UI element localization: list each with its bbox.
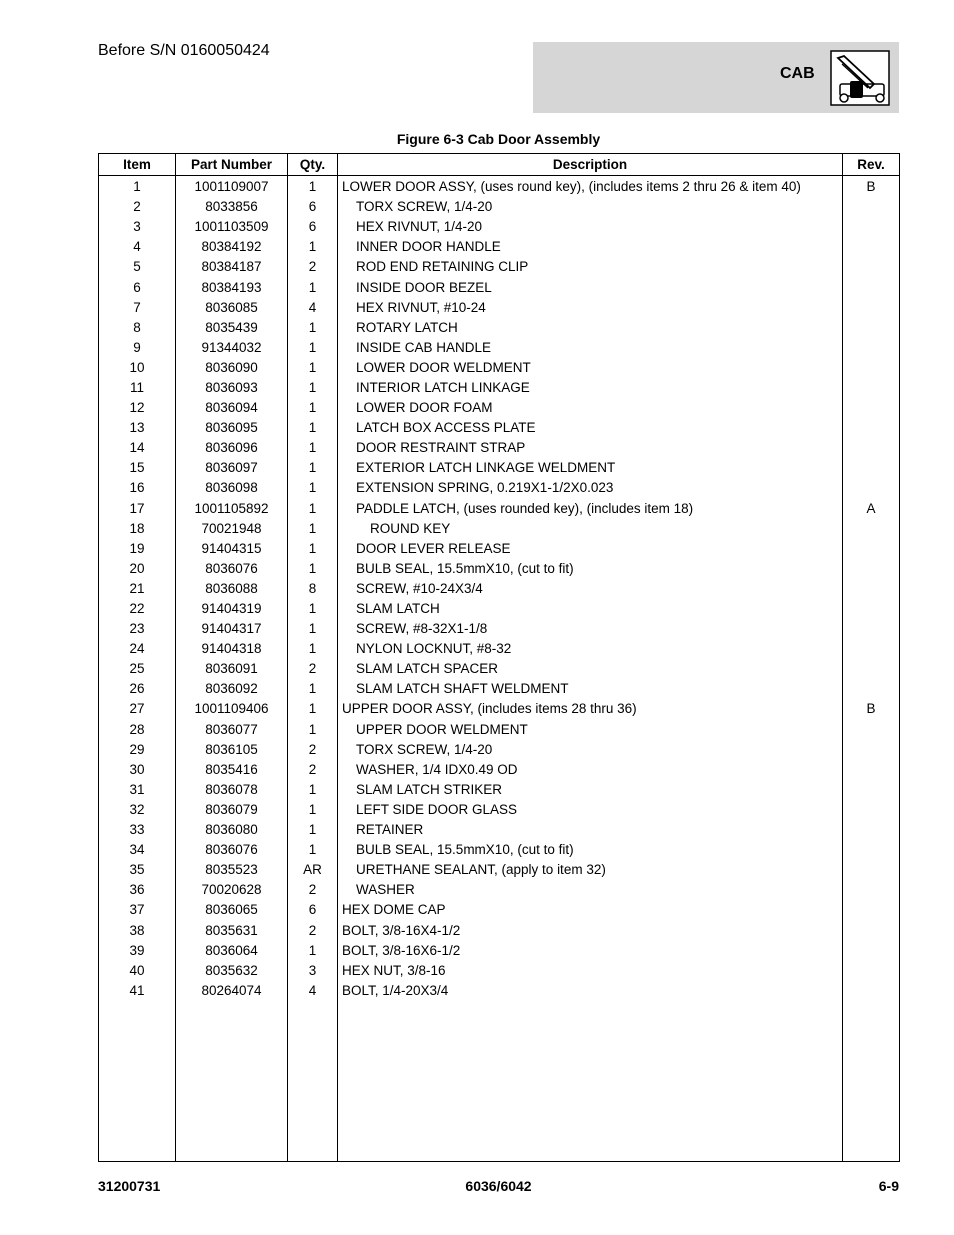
- item-cell: 9: [99, 338, 176, 358]
- part-number-cell: 8035631: [176, 920, 288, 940]
- part-number-cell: 91404319: [176, 599, 288, 619]
- table-row: [99, 257, 900, 277]
- part-number-cell: 8036065: [176, 900, 288, 920]
- table-row: [99, 880, 900, 900]
- col-header-rev: Rev.: [843, 154, 900, 176]
- part-number-cell: 1001105892: [176, 499, 288, 519]
- item-cell: 37: [99, 900, 176, 920]
- qty-cell: 1: [288, 699, 338, 719]
- table-row: [99, 478, 900, 498]
- table-row: [99, 277, 900, 297]
- rev-cell: [843, 579, 900, 599]
- table-row: [99, 318, 900, 338]
- qty-cell: 1: [288, 318, 338, 338]
- item-cell: 20: [99, 559, 176, 579]
- rev-cell: [843, 478, 900, 498]
- qty-cell: 6: [288, 217, 338, 237]
- item-cell: 27: [99, 699, 176, 719]
- rev-cell: [843, 619, 900, 639]
- description-cell: BULB SEAL, 15.5mmX10, (cut to fit): [338, 840, 843, 860]
- rev-cell: [843, 438, 900, 458]
- rev-cell: [843, 378, 900, 398]
- item-cell: 29: [99, 740, 176, 760]
- table-row: [99, 860, 900, 880]
- qty-cell: 2: [288, 740, 338, 760]
- rev-cell: [843, 458, 900, 478]
- rev-cell: A: [843, 499, 900, 519]
- empty-cell: [176, 1001, 288, 1162]
- item-cell: 33: [99, 820, 176, 840]
- table-row: [99, 579, 900, 599]
- description-cell: BOLT, 3/8-16X4-1/2: [338, 920, 843, 940]
- qty-cell: 1: [288, 599, 338, 619]
- table-row: [99, 298, 900, 318]
- description-cell: HEX NUT, 3/8-16: [338, 961, 843, 981]
- description-cell: HEX RIVNUT, #10-24: [338, 298, 843, 318]
- part-number-cell: 8036076: [176, 559, 288, 579]
- serial-number-note: Before S/N 0160050424: [98, 42, 270, 59]
- qty-cell: 1: [288, 519, 338, 539]
- item-cell: 26: [99, 679, 176, 699]
- part-number-cell: 8035632: [176, 961, 288, 981]
- table-row: [99, 920, 900, 940]
- rev-cell: [843, 880, 900, 900]
- rev-cell: [843, 639, 900, 659]
- qty-cell: 2: [288, 880, 338, 900]
- item-cell: 41: [99, 981, 176, 1001]
- description-cell: SLAM LATCH STRIKER: [338, 780, 843, 800]
- description-cell: BULB SEAL, 15.5mmX10, (cut to fit): [338, 559, 843, 579]
- qty-cell: AR: [288, 860, 338, 880]
- part-number-cell: 8036097: [176, 458, 288, 478]
- table-header-row: [99, 154, 900, 176]
- qty-cell: 1: [288, 438, 338, 458]
- description-cell: INTERIOR LATCH LINKAGE: [338, 378, 843, 398]
- footer-model: 6036/6042: [465, 1178, 532, 1194]
- table-row: [99, 176, 900, 198]
- description-cell: UPPER DOOR ASSY, (includes items 28 thru 36): [338, 699, 843, 719]
- empty-cell: [288, 1001, 338, 1162]
- table-row: [99, 237, 900, 257]
- table-row: [99, 699, 900, 719]
- description-cell: ROUND KEY: [338, 519, 843, 539]
- qty-cell: 6: [288, 197, 338, 217]
- table-row: [99, 659, 900, 679]
- description-cell: EXTERIOR LATCH LINKAGE WELDMENT: [338, 458, 843, 478]
- item-cell: 19: [99, 539, 176, 559]
- part-number-cell: 91404315: [176, 539, 288, 559]
- rev-cell: [843, 257, 900, 277]
- item-cell: 4: [99, 237, 176, 257]
- part-number-cell: 91344032: [176, 338, 288, 358]
- description-cell: URETHANE SEALANT, (apply to item 32): [338, 860, 843, 880]
- description-cell: INSIDE CAB HANDLE: [338, 338, 843, 358]
- rev-cell: [843, 358, 900, 378]
- qty-cell: 1: [288, 378, 338, 398]
- part-number-cell: 8036088: [176, 579, 288, 599]
- part-number-cell: 1001109406: [176, 699, 288, 719]
- parts-table: [98, 153, 900, 1162]
- table-filler-row: [99, 1001, 900, 1162]
- description-cell: HEX DOME CAP: [338, 900, 843, 920]
- qty-cell: 3: [288, 961, 338, 981]
- description-cell: LEFT SIDE DOOR GLASS: [338, 800, 843, 820]
- col-header-description: Description: [338, 154, 843, 176]
- part-number-cell: 70020628: [176, 880, 288, 900]
- table-row: [99, 197, 900, 217]
- qty-cell: 2: [288, 920, 338, 940]
- part-number-cell: 70021948: [176, 519, 288, 539]
- description-cell: BOLT, 3/8-16X6-1/2: [338, 941, 843, 961]
- rev-cell: [843, 981, 900, 1001]
- rev-cell: [843, 237, 900, 257]
- qty-cell: 1: [288, 338, 338, 358]
- part-number-cell: 8036096: [176, 438, 288, 458]
- qty-cell: 1: [288, 780, 338, 800]
- table-row: [99, 720, 900, 740]
- part-number-cell: 8036090: [176, 358, 288, 378]
- description-cell: INSIDE DOOR BEZEL: [338, 277, 843, 297]
- table-row: [99, 961, 900, 981]
- description-cell: ROD END RETAINING CLIP: [338, 257, 843, 277]
- rev-cell: [843, 599, 900, 619]
- description-cell: WASHER, 1/4 IDX0.49 OD: [338, 760, 843, 780]
- rev-cell: [843, 418, 900, 438]
- rev-cell: [843, 900, 900, 920]
- description-cell: SLAM LATCH SHAFT WELDMENT: [338, 679, 843, 699]
- qty-cell: 1: [288, 176, 338, 198]
- qty-cell: 1: [288, 720, 338, 740]
- description-cell: LOWER DOOR WELDMENT: [338, 358, 843, 378]
- rev-cell: [843, 840, 900, 860]
- description-cell: HEX RIVNUT, 1/4-20: [338, 217, 843, 237]
- description-cell: TORX SCREW, 1/4-20: [338, 197, 843, 217]
- part-number-cell: 80384192: [176, 237, 288, 257]
- cab-machine-icon: [830, 50, 890, 106]
- rev-cell: [843, 659, 900, 679]
- table-row: [99, 800, 900, 820]
- part-number-cell: 8036092: [176, 679, 288, 699]
- item-cell: 32: [99, 800, 176, 820]
- part-number-cell: 80384193: [176, 277, 288, 297]
- part-number-cell: 8035416: [176, 760, 288, 780]
- qty-cell: 1: [288, 277, 338, 297]
- parts-table-body: [99, 176, 900, 1162]
- table-row: [99, 217, 900, 237]
- figure-title: Figure 6-3 Cab Door Assembly: [396, 131, 601, 147]
- description-cell: ROTARY LATCH: [338, 318, 843, 338]
- col-header-qty: Qty.: [288, 154, 338, 176]
- part-number-cell: 8035523: [176, 860, 288, 880]
- table-row: [99, 981, 900, 1001]
- qty-cell: 1: [288, 418, 338, 438]
- qty-cell: 2: [288, 659, 338, 679]
- rev-cell: [843, 679, 900, 699]
- qty-cell: 2: [288, 257, 338, 277]
- table-row: [99, 438, 900, 458]
- table-row: [99, 358, 900, 378]
- part-number-cell: 8036091: [176, 659, 288, 679]
- part-number-cell: 8036105: [176, 740, 288, 760]
- item-cell: 10: [99, 358, 176, 378]
- rev-cell: [843, 217, 900, 237]
- qty-cell: 1: [288, 398, 338, 418]
- part-number-cell: 8036098: [176, 478, 288, 498]
- item-cell: 28: [99, 720, 176, 740]
- part-number-cell: 8036076: [176, 840, 288, 860]
- qty-cell: 1: [288, 358, 338, 378]
- item-cell: 13: [99, 418, 176, 438]
- rev-cell: [843, 559, 900, 579]
- item-cell: 3: [99, 217, 176, 237]
- qty-cell: 1: [288, 458, 338, 478]
- part-number-cell: 8036094: [176, 398, 288, 418]
- table-row: [99, 559, 900, 579]
- description-cell: PADDLE LATCH, (uses rounded key), (includes item 18): [338, 499, 843, 519]
- table-row: [99, 378, 900, 398]
- rev-cell: [843, 820, 900, 840]
- description-cell: INNER DOOR HANDLE: [338, 237, 843, 257]
- description-cell: EXTENSION SPRING, 0.219X1-1/2X0.023: [338, 478, 843, 498]
- description-cell: WASHER: [338, 880, 843, 900]
- qty-cell: 1: [288, 619, 338, 639]
- item-cell: 35: [99, 860, 176, 880]
- rev-cell: [843, 920, 900, 940]
- description-cell: DOOR RESTRAINT STRAP: [338, 438, 843, 458]
- table-row: [99, 840, 900, 860]
- item-cell: 38: [99, 920, 176, 940]
- qty-cell: 1: [288, 840, 338, 860]
- part-number-cell: 8036064: [176, 941, 288, 961]
- table-row: [99, 539, 900, 559]
- item-cell: 40: [99, 961, 176, 981]
- qty-cell: 1: [288, 539, 338, 559]
- part-number-cell: 1001109007: [176, 176, 288, 198]
- item-cell: 14: [99, 438, 176, 458]
- item-cell: 24: [99, 639, 176, 659]
- description-cell: TORX SCREW, 1/4-20: [338, 740, 843, 760]
- item-cell: 30: [99, 760, 176, 780]
- col-header-item: Item: [99, 154, 176, 176]
- part-number-cell: 80384187: [176, 257, 288, 277]
- item-cell: 11: [99, 378, 176, 398]
- rev-cell: [843, 197, 900, 217]
- description-cell: SLAM LATCH SPACER: [338, 659, 843, 679]
- item-cell: 22: [99, 599, 176, 619]
- part-number-cell: 8036095: [176, 418, 288, 438]
- rev-cell: [843, 277, 900, 297]
- rev-cell: [843, 318, 900, 338]
- item-cell: 17: [99, 499, 176, 519]
- part-number-cell: 91404318: [176, 639, 288, 659]
- empty-cell: [99, 1001, 176, 1162]
- part-number-cell: 8036077: [176, 720, 288, 740]
- qty-cell: 1: [288, 800, 338, 820]
- description-cell: SCREW, #10-24X3/4: [338, 579, 843, 599]
- part-number-cell: 91404317: [176, 619, 288, 639]
- qty-cell: 4: [288, 298, 338, 318]
- part-number-cell: 8035439: [176, 318, 288, 338]
- rev-cell: [843, 539, 900, 559]
- part-number-cell: 80264074: [176, 981, 288, 1001]
- empty-cell: [338, 1001, 843, 1162]
- item-cell: 23: [99, 619, 176, 639]
- qty-cell: 1: [288, 499, 338, 519]
- rev-cell: [843, 720, 900, 740]
- table-row: [99, 780, 900, 800]
- footer-doc-number: 31200731: [98, 1178, 161, 1194]
- qty-cell: 6: [288, 900, 338, 920]
- qty-cell: 1: [288, 941, 338, 961]
- section-title: CAB: [780, 65, 815, 82]
- rev-cell: [843, 800, 900, 820]
- rev-cell: [843, 298, 900, 318]
- rev-cell: [843, 961, 900, 981]
- description-cell: LOWER DOOR ASSY, (uses round key), (includes items 2 thru 26 & item 40): [338, 176, 843, 198]
- rev-cell: [843, 519, 900, 539]
- qty-cell: 1: [288, 639, 338, 659]
- table-row: [99, 941, 900, 961]
- description-cell: UPPER DOOR WELDMENT: [338, 720, 843, 740]
- table-row: [99, 679, 900, 699]
- description-cell: DOOR LEVER RELEASE: [338, 539, 843, 559]
- table-row: [99, 820, 900, 840]
- qty-cell: 1: [288, 679, 338, 699]
- item-cell: 8: [99, 318, 176, 338]
- item-cell: 34: [99, 840, 176, 860]
- qty-cell: 2: [288, 760, 338, 780]
- qty-cell: 1: [288, 820, 338, 840]
- empty-cell: [843, 1001, 900, 1162]
- description-cell: LOWER DOOR FOAM: [338, 398, 843, 418]
- table-row: [99, 398, 900, 418]
- part-number-cell: 8036080: [176, 820, 288, 840]
- rev-cell: [843, 860, 900, 880]
- table-row: [99, 458, 900, 478]
- item-cell: 7: [99, 298, 176, 318]
- description-cell: NYLON LOCKNUT, #8-32: [338, 639, 843, 659]
- rev-cell: [843, 398, 900, 418]
- col-header-part-number: Part Number: [176, 154, 288, 176]
- table-row: [99, 599, 900, 619]
- rev-cell: [843, 338, 900, 358]
- part-number-cell: 1001103509: [176, 217, 288, 237]
- item-cell: 6: [99, 277, 176, 297]
- table-row: [99, 900, 900, 920]
- table-row: [99, 740, 900, 760]
- table-row: [99, 639, 900, 659]
- item-cell: 36: [99, 880, 176, 900]
- rev-cell: B: [843, 699, 900, 719]
- qty-cell: 1: [288, 237, 338, 257]
- part-number-cell: 8036085: [176, 298, 288, 318]
- item-cell: 16: [99, 478, 176, 498]
- description-cell: RETAINER: [338, 820, 843, 840]
- description-cell: SCREW, #8-32X1-1/8: [338, 619, 843, 639]
- part-number-cell: 8036078: [176, 780, 288, 800]
- item-cell: 21: [99, 579, 176, 599]
- table-row: [99, 619, 900, 639]
- rev-cell: [843, 740, 900, 760]
- description-cell: BOLT, 1/4-20X3/4: [338, 981, 843, 1001]
- table-row: [99, 519, 900, 539]
- item-cell: 18: [99, 519, 176, 539]
- qty-cell: 1: [288, 559, 338, 579]
- description-cell: SLAM LATCH: [338, 599, 843, 619]
- table-row: [99, 418, 900, 438]
- rev-cell: [843, 941, 900, 961]
- table-row: [99, 499, 900, 519]
- part-number-cell: 8036079: [176, 800, 288, 820]
- rev-cell: [843, 760, 900, 780]
- item-cell: 5: [99, 257, 176, 277]
- qty-cell: 8: [288, 579, 338, 599]
- item-cell: 39: [99, 941, 176, 961]
- qty-cell: 4: [288, 981, 338, 1001]
- part-number-cell: 8033856: [176, 197, 288, 217]
- description-cell: LATCH BOX ACCESS PLATE: [338, 418, 843, 438]
- item-cell: 25: [99, 659, 176, 679]
- item-cell: 2: [99, 197, 176, 217]
- item-cell: 31: [99, 780, 176, 800]
- table-row: [99, 338, 900, 358]
- table-row: [99, 760, 900, 780]
- rev-cell: [843, 780, 900, 800]
- rev-cell: B: [843, 176, 900, 198]
- item-cell: 12: [99, 398, 176, 418]
- item-cell: 1: [99, 176, 176, 198]
- footer-page-number: 6-9: [878, 1178, 899, 1194]
- qty-cell: 1: [288, 478, 338, 498]
- part-number-cell: 8036093: [176, 378, 288, 398]
- item-cell: 15: [99, 458, 176, 478]
